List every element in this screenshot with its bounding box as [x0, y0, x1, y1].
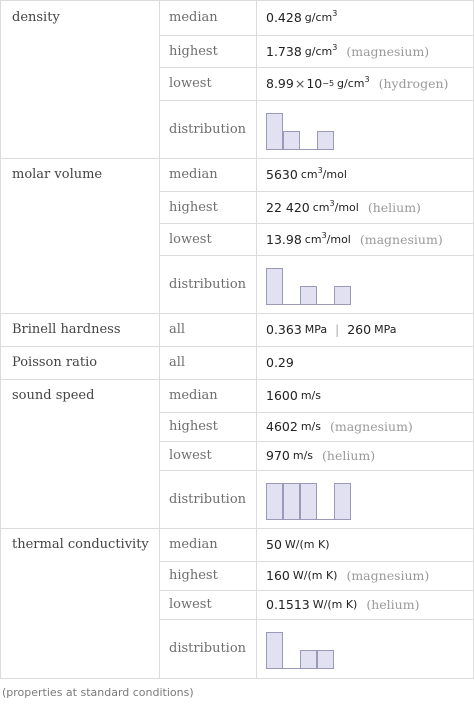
stat-label-distribution: distribution: [169, 276, 247, 292]
column-divider: [256, 0, 257, 679]
thermal-conductivity-distribution-histogram: [266, 630, 338, 669]
stat-label-distribution: distribution: [169, 491, 247, 507]
density-distribution-histogram: [266, 111, 338, 150]
histogram-bar: [317, 650, 334, 669]
column-divider: [0, 0, 1, 679]
stat-label-lowest: lowest: [169, 76, 212, 91]
poisson-ratio-value: 0.29: [266, 355, 294, 370]
stat-label-median: median: [169, 167, 218, 182]
histogram-bar: [334, 286, 351, 305]
sound-speed-median-value: 1600 m/s: [266, 388, 321, 403]
density-highest-value: 1.738 $g/cm^3$ (magnesium): [266, 42, 430, 59]
stat-label-highest: highest: [169, 568, 218, 583]
stat-label-highest: highest: [169, 43, 218, 59]
row-divider: [0, 678, 474, 679]
histogram-bar: [283, 483, 300, 520]
density-median-value: 0.428 $g/cm^3$: [266, 9, 338, 25]
stat-label-all: all: [169, 322, 186, 337]
sound-speed-highest-value: 4602 m/s (magnesium): [266, 419, 413, 434]
sound-speed-distribution-histogram: [266, 481, 338, 520]
stat-label-highest: highest: [169, 419, 218, 434]
property-thermal-conductivity: thermal conductivity: [12, 537, 149, 552]
sound-speed-lowest-value: 970 m/s (helium): [266, 448, 376, 463]
footnote: (properties at standard conditions): [2, 686, 194, 699]
histogram-bar: [300, 286, 317, 305]
histogram-bar: [300, 483, 317, 520]
stat-label-lowest: lowest: [169, 597, 212, 612]
property-poisson-ratio: Poisson ratio: [12, 355, 98, 370]
histogram-bar: [283, 131, 300, 150]
molar-volume-distribution-histogram: [266, 266, 338, 305]
thermal-conductivity-lowest-value: 0.1513 W/(m K) (helium): [266, 597, 420, 612]
stat-label-median: median: [169, 388, 218, 403]
histogram-bar: [334, 483, 351, 520]
histogram-bar: [266, 632, 283, 669]
property-brinell-hardness: Brinell hardness: [12, 322, 121, 337]
stat-label-all: all: [169, 355, 186, 370]
property-density: density: [12, 10, 60, 25]
density-lowest-value: 8.99 × 10 −5 $g/cm^3$ (hydrogen): [266, 75, 449, 91]
histogram-bar: [266, 268, 283, 305]
thermal-conductivity-highest-value: 160 W/(m K) (magnesium): [266, 568, 430, 583]
histogram-bar: [266, 483, 283, 520]
stat-label-median: median: [169, 537, 218, 552]
property-molar-volume: molar volume: [12, 167, 103, 182]
stat-label-distribution: distribution: [169, 121, 247, 137]
histogram-bar: [317, 131, 334, 150]
stat-label-highest: highest: [169, 199, 218, 215]
molar-volume-highest-value: 22 420 $cm^3$/mol (helium): [266, 198, 421, 215]
stat-label-median: median: [169, 10, 218, 25]
histogram-bar: [300, 650, 317, 669]
molar-volume-median-value: 5630 $cm^3$/mol: [266, 166, 347, 182]
histogram-bar: [266, 113, 283, 150]
row-divider: [0, 0, 474, 1]
stat-label-lowest: lowest: [169, 448, 212, 463]
stat-label-lowest: lowest: [169, 231, 212, 247]
molar-volume-lowest-value: 13.98 $cm^3$/mol (magnesium): [266, 230, 443, 247]
property-sound-speed: sound speed: [12, 388, 95, 403]
thermal-conductivity-median-value: 50 W/(m K): [266, 537, 330, 552]
brinell-hardness-value: 0.363 MPa | 260 MPa: [266, 322, 397, 337]
stat-label-distribution: distribution: [169, 641, 247, 656]
column-divider: [159, 0, 160, 679]
